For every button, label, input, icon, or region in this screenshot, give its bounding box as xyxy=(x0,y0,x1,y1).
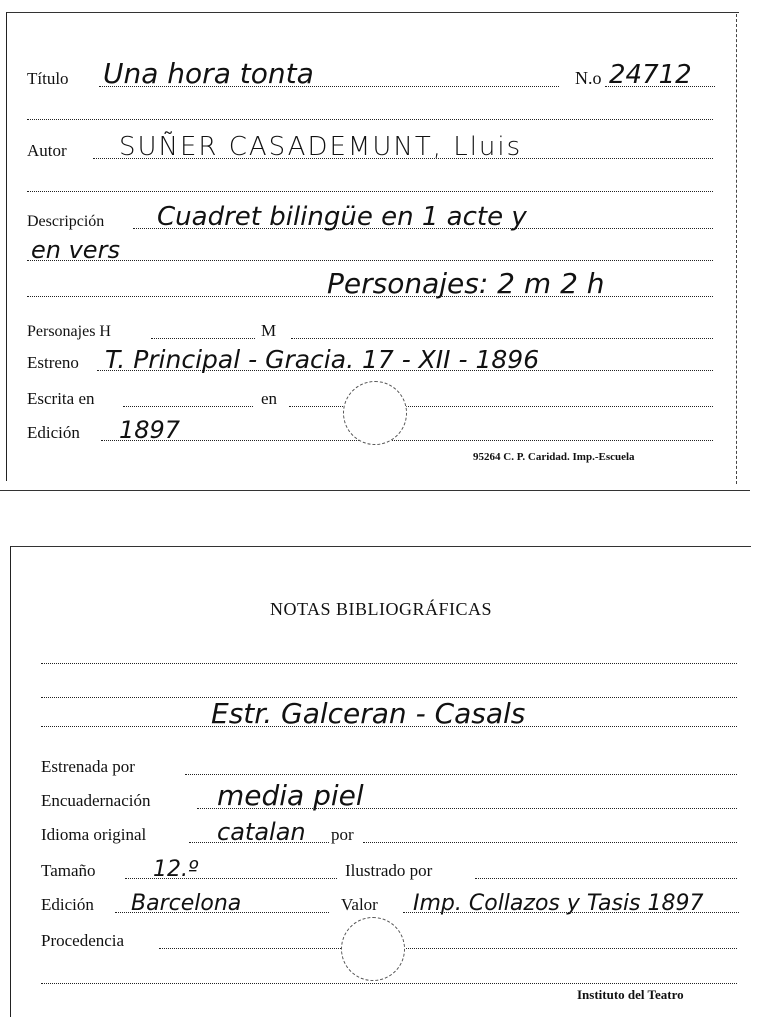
procedencia-label: Procedencia xyxy=(41,931,125,950)
blank-line xyxy=(27,191,713,192)
edicion2-value: Barcelona xyxy=(131,891,242,916)
estreno-value: T. Principal - Gracia. 17 - XII - 1896 xyxy=(105,345,540,374)
edicion2-row xyxy=(41,891,741,917)
estrenada-label: Estrenada por xyxy=(41,757,135,776)
nota-row xyxy=(41,697,741,731)
titulo-label: Título xyxy=(27,69,69,88)
personajes-m-label: M xyxy=(261,321,277,340)
idioma-value: catalan xyxy=(217,818,306,846)
punch-hole xyxy=(341,917,405,981)
idioma-por-label: por xyxy=(331,825,354,844)
footer-institution: Instituto del Teatro xyxy=(577,987,684,1002)
blank-line xyxy=(41,983,737,984)
numero-label: N.o xyxy=(575,68,602,88)
encuadernacion-label: Encuadernación xyxy=(41,791,151,810)
tamano-row xyxy=(41,857,741,883)
blank-line xyxy=(27,119,713,120)
tamano-label: Tamaño xyxy=(41,861,96,880)
escrita-label: Escrita en xyxy=(27,389,95,408)
autor-value: SUÑER CASADEMUNT, Lluis xyxy=(119,132,523,162)
personajes-row xyxy=(27,317,717,343)
encuadernacion-value: media piel xyxy=(217,779,364,812)
edicion-label: Edición xyxy=(27,423,80,442)
descripcion-label: Descripción xyxy=(27,213,105,230)
autor-row xyxy=(27,132,717,163)
estreno-row xyxy=(27,345,717,375)
valor-value: Imp. Collazos y Tasis 1897 xyxy=(413,891,704,916)
personajes-label: Personajes H xyxy=(27,323,111,340)
idioma-label: Idioma original xyxy=(41,825,147,844)
card-separator xyxy=(0,490,750,491)
valor-label: Valor xyxy=(341,895,378,914)
tamano-value: 12.º xyxy=(153,857,199,882)
punch-hole xyxy=(343,381,407,445)
titulo-value: Una hora tonta xyxy=(103,57,314,90)
notas-title: NOTAS BIBLIOGRÁFICAS xyxy=(269,599,493,619)
ilustrado-label: Ilustrado por xyxy=(345,861,433,880)
descripcion-value: Cuadret bilingüe en 1 acte y xyxy=(157,202,527,232)
idioma-row xyxy=(41,818,741,847)
titulo-row xyxy=(27,57,717,91)
numero-value: 24712 xyxy=(609,60,692,90)
personajes-extra-row xyxy=(27,267,717,301)
encuadernacion-row xyxy=(41,779,741,813)
imprint: 95264 C. P. Caridad. Imp.-Escuela xyxy=(473,451,635,463)
blank-line xyxy=(41,663,737,664)
autor-label: Autor xyxy=(27,141,67,160)
edicion-value: 1897 xyxy=(119,416,181,444)
escrita-en-label: en xyxy=(261,389,278,408)
estreno-label: Estreno xyxy=(27,353,79,372)
descripcion-row xyxy=(27,202,717,233)
edicion2-label: Edición xyxy=(41,895,94,914)
estrenada-row xyxy=(41,753,741,779)
descripcion-value-2: en vers xyxy=(31,236,120,264)
catalog-card-front xyxy=(6,12,739,481)
descripcion-row-2 xyxy=(27,236,717,265)
nota-value: Estr. Galceran - Casals xyxy=(211,697,526,730)
catalog-card-back xyxy=(10,546,751,1017)
personajes-extra-value: Personajes: 2 m 2 h xyxy=(327,267,605,300)
